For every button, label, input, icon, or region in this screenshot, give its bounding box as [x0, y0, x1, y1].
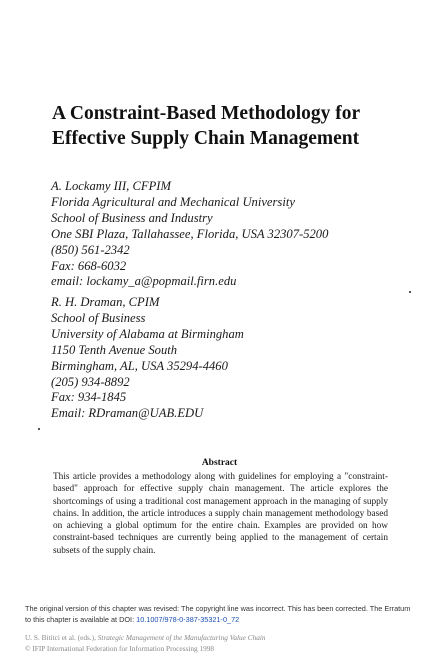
author-2-city: Birmingham, AL, USA 35294-4460	[51, 358, 228, 373]
footer-book-title: Strategic Management of the Manufacturing Value Chain	[97, 633, 266, 642]
author-1-school: School of Business and Industry	[51, 210, 213, 225]
footer-editors: U. S. Bititci et al. (eds.),	[25, 633, 98, 642]
author-1-address: One SBI Plaza, Tallahassee, Florida, USA 32307-5200	[51, 226, 329, 241]
author-1-block	[51, 179, 411, 290]
title-line-1: A Constraint-Based Methodology for	[52, 103, 361, 124]
revision-note	[25, 604, 415, 625]
footer-citation	[25, 632, 415, 643]
author-2-street: 1150 Tenth Avenue South	[51, 342, 178, 357]
author-1-name: A. Lockamy III, CFPIM	[51, 179, 171, 193]
scan-speck	[409, 291, 411, 293]
author-2-email: Email: RDraman@UAB.EDU	[51, 406, 204, 421]
author-2-phone: (205) 934-8892	[51, 374, 130, 389]
page-footer	[25, 632, 415, 654]
author-2-name: R. H. Draman, CPIM	[51, 295, 160, 309]
doi-link[interactable]: 10.1007/978-0-387-35321-0_72	[136, 614, 240, 624]
author-1-affiliation: Florida Agricultural and Mechanical University	[51, 194, 295, 209]
author-1-fax: Fax: 668-6032	[51, 258, 127, 273]
author-2-affiliation: University of Alabama at Birmingham	[51, 326, 244, 341]
author-2-block	[51, 295, 411, 422]
author-1-phone: (850) 561-2342	[51, 242, 130, 257]
revision-note-text: The original version of this chapter was revised: The copyright line was incorrect. This has been corrected. The Erratum to this chapter is available at DOI:	[25, 604, 411, 624]
footer-copyright: © IFIP International Federation for Information Processing 1998	[25, 644, 215, 653]
paper-title	[52, 101, 412, 151]
author-2-fax: Fax: 934-1845	[51, 390, 127, 405]
scan-speck	[38, 428, 40, 430]
title-line-2: Effective Supply Chain Management	[52, 128, 360, 149]
author-1-email: email: lockamy_a@popmail.firn.edu	[51, 274, 237, 289]
author-2-school: School of Business	[51, 310, 146, 325]
abstract-body: This article provides a methodology along with guidelines for employing a "constraint-based" approach for effective supply chain management. The article explores the shortcomings of using a traditional cost management approach in the managing of supply chains. In addition, the article introduces a supply chain management methodology based on achieving a global optimum for the entire chain. Examples are provided on how constraint-based techniques are currently being applied to the management of certain subsets of the supply chain.	[53, 472, 388, 556]
abstract-heading: Abstract	[201, 458, 238, 468]
